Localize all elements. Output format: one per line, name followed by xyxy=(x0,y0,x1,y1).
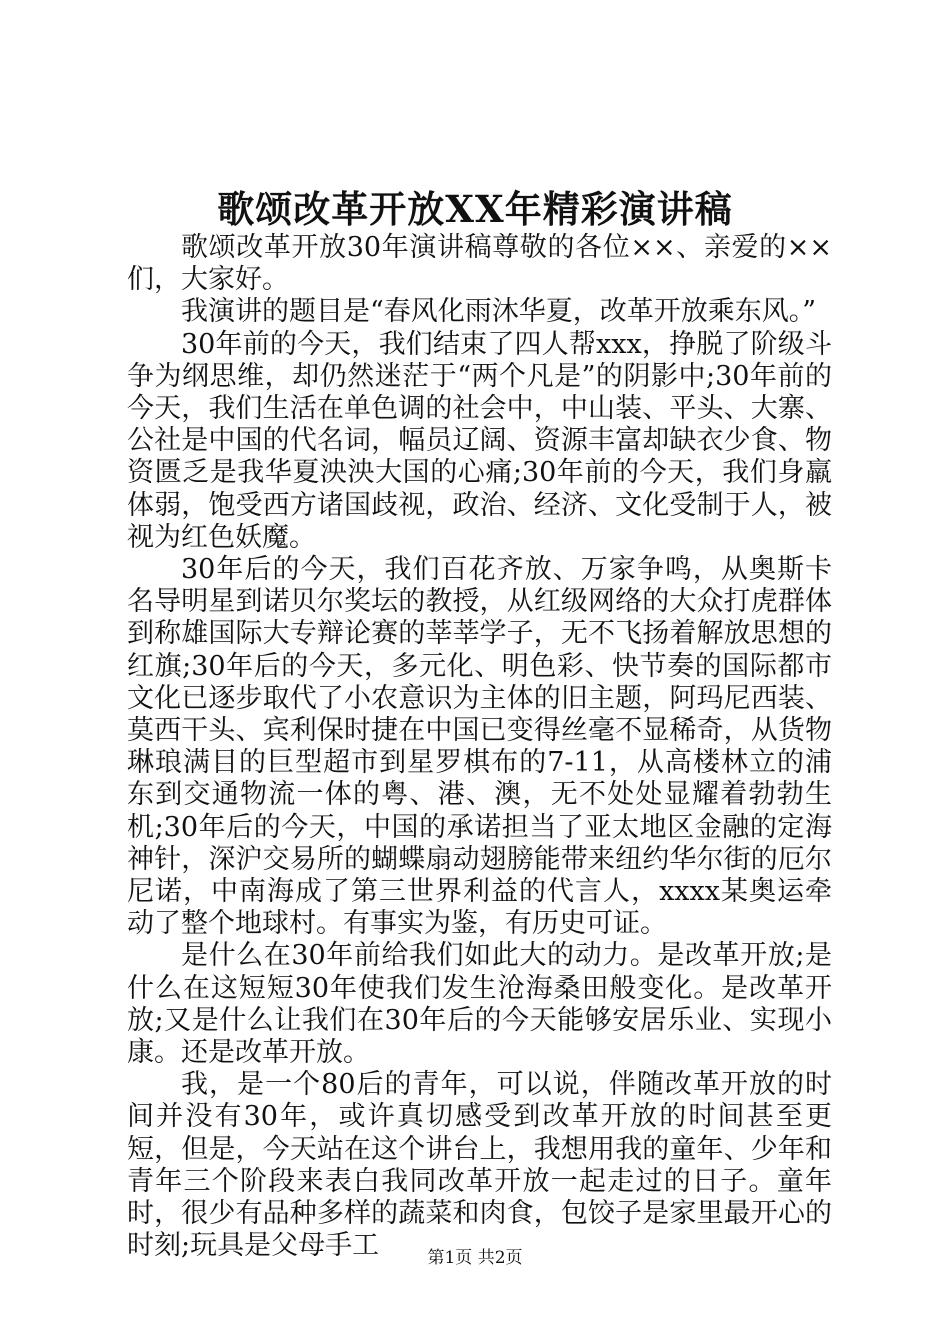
document-title: 歌颂改革开放XX年精彩演讲稿 xyxy=(217,187,733,231)
paragraph-greeting: 歌颂改革开放30年演讲稿尊敬的各位××、亲爱的××们，大家好。 xyxy=(127,232,832,296)
paragraph-reform-opening: 是什么在30年前给我们如此大的动力。是改革开放;是什么在这短短30年使我们发生沧海桑田般变化。是改革开放;又是什么让我们在30年后的今天能够安居乐业、实现小康。还是改革开放。 xyxy=(127,940,832,1069)
paragraph-thirty-years-later: 30年后的今天，我们百花齐放、万家争鸣，从奥斯卡名导明星到诺贝尔奖坛的教授，从红级网络的大众打虎群体到称雄国际大专辩论赛的莘莘学子，无不飞扬着解放思想的红旗;30年后的今天，多元化、明色彩、快节奏的国际都市文化已逐步取代了小农意识为主体的旧主题，阿玛尼西装、莫西干头、宾利保时捷在中国已变得丝毫不显稀奇，从货物琳琅满目的巨型超市到星罗棋布的7-11，从高楼林立的浦东到交通物流一体的粤、港、澳，无不处处显耀着勃勃生机;30年后的今天，中国的承诺担当了亚太地区金融的定海神针，深沪交易所的蝴蝶扇动翅膀能带来纽约华尔街的厄尔尼诺，中南海成了第三世界利益的代言人，xxxx某奥运牵动了整个地球村。有事实为鉴，有历史可证。 xyxy=(127,554,832,940)
paragraph-thirty-years-ago: 30年前的今天，我们结束了四人帮xxx，挣脱了阶级斗争为纲思维，却仍然迷茫于“两个凡是”的阴影中;30年前的今天，我们生活在单色调的社会中，中山装、平头、大寨、公社是中国的代名词，幅员辽阔、资源丰富却缺衣少食、物资匮乏是我华夏泱泱大国的心痛;30年前的今天，我们身羸体弱，饱受西方诸国歧视，政治、经济、文化受制于人，被视为红色妖魔。 xyxy=(127,328,832,553)
paragraph-personal-story: 我，是一个80后的青年，可以说，伴随改革开放的时间并没有30年，或许真切感受到改革开放的时间甚至更短，但是，今天站在这个讲台上，我想用我的童年、少年和青年三个阶段来表白我同改革开放一起走过的日子。童年时，很少有品种多样的蔬菜和肉食，包饺子是家里最开心的时刻;玩具是父母手工 xyxy=(127,1069,832,1262)
page-number-footer: 第1页 共2页 xyxy=(427,1248,523,1268)
document-body xyxy=(127,232,832,1263)
paragraph-topic: 我演讲的题目是“春风化雨沐华夏，改革开放乘东风。” xyxy=(181,296,817,328)
